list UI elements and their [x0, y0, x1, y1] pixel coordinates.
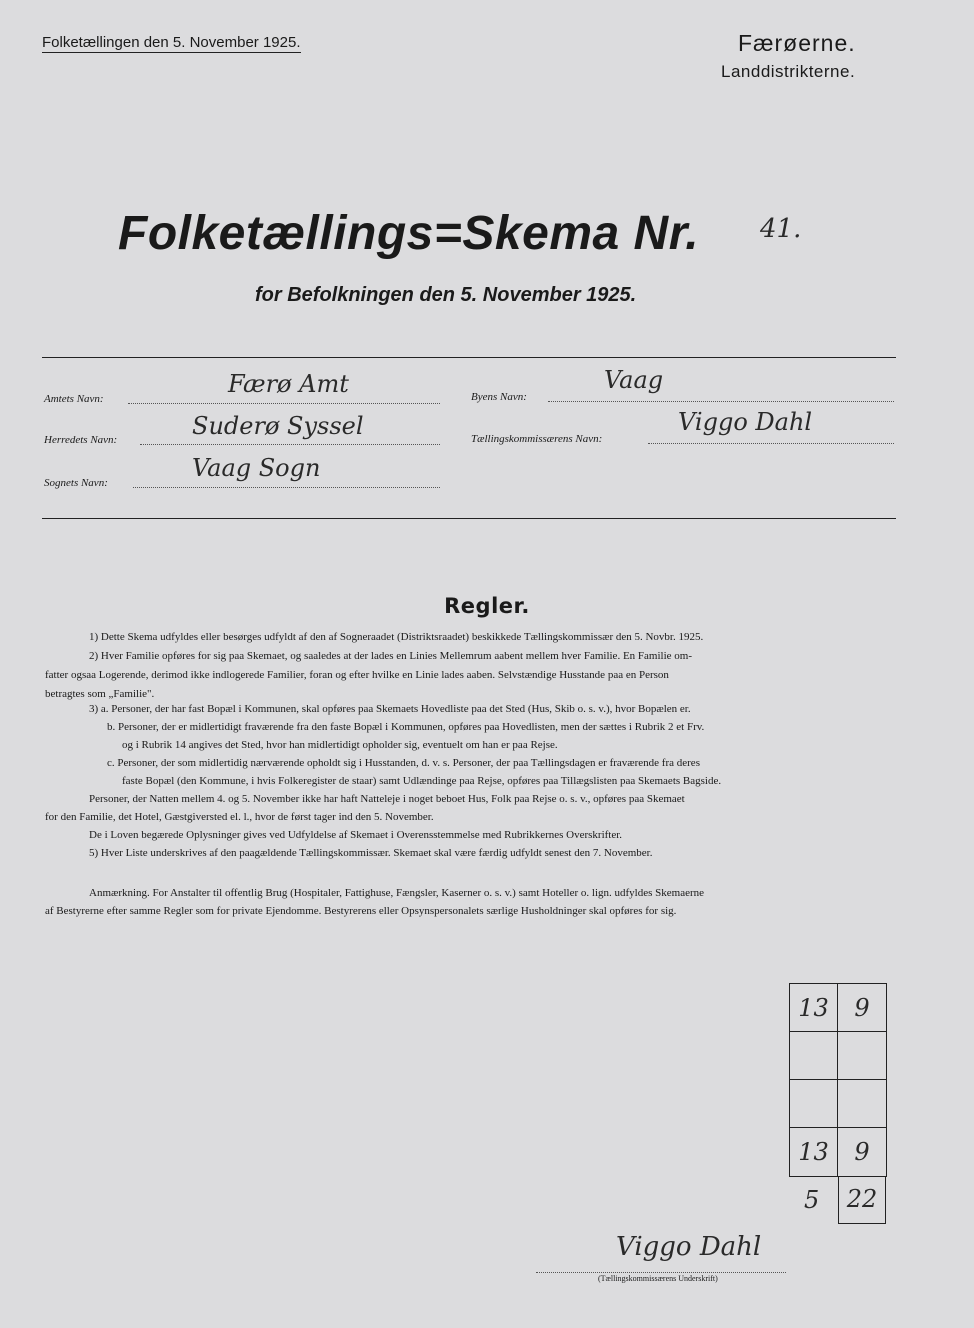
form-number[interactable]: 41.: [760, 214, 802, 244]
herred-label: Herredets Navn:: [44, 434, 118, 446]
rules-heading: Regler.: [444, 594, 530, 618]
tally-cell[interactable]: 13: [790, 1128, 838, 1176]
tally-grid: [789, 983, 887, 1177]
kommissaer-value[interactable]: Viggo Dahl: [678, 408, 813, 436]
census-date-heading: Folketællingen den 5. November 1925.: [42, 34, 301, 51]
amt-value[interactable]: Færø Amt: [228, 370, 349, 398]
tally-cell[interactable]: [838, 1032, 886, 1080]
signature-line: [536, 1272, 786, 1273]
tally-cell[interactable]: [838, 1080, 886, 1128]
signature-label: (Tællingskommissærens Underskrift): [598, 1274, 718, 1283]
fields-top-rule: [42, 357, 896, 358]
rule-line: og i Rubrik 14 angives det Sted, hvor han midlertidigt opholder sig, eventuelt om han er paa Rejse.: [122, 739, 558, 751]
tally-cell[interactable]: [790, 1032, 838, 1080]
signature[interactable]: Viggo Dahl: [616, 1232, 762, 1262]
kommissaer-line: [648, 443, 894, 444]
amt-label: Amtets Navn:: [44, 393, 104, 405]
tally-total-cell[interactable]: 22: [838, 1176, 886, 1224]
form-title: Folketællings=Skema Nr.: [118, 207, 700, 260]
by-line: [548, 401, 894, 402]
rule-line: c. Personer, der som midlertidig nærværende opholdt sig i Husstanden, d. v. s. Personer, der paa Tællingsdagen er fraværende fra deres: [107, 757, 700, 769]
note-line: af Bestyrerne efter samme Regler som for private Ejendomme. Bestyrerens eller Opsynspersonalets særlige Husholdninger skal opføres for sig.: [45, 905, 677, 917]
rule-line: for den Familie, det Hotel, Gæstgiversted el. l., hvor de først tager ind den 5. November.: [45, 811, 434, 823]
amt-line: [128, 403, 440, 404]
tally-cell[interactable]: [790, 1080, 838, 1128]
rule-line: De i Loven begærede Oplysninger gives ved Udfyldelse af Skemaet i Overensstemmelse med Rubrikkernes Overskrifter.: [89, 829, 623, 841]
rule-line: 3) a. Personer, der har fast Bopæl i Kommunen, skal opføres paa Skemaets Hovedliste paa det Sted (Hus, Skib o. s. v.), hvor Bopælen er.: [89, 703, 691, 715]
kommissaer-label: Tællingskommissærens Navn:: [471, 433, 603, 445]
tally-cell[interactable]: 9: [838, 984, 886, 1032]
note-line: Anmærkning. For Anstalter til offentlig Brug (Hospitaler, Fattighuse, Fængsler, Kaserner o. s. v.) samt Hoteller o. lign. udfyldes Skemaerne: [89, 887, 705, 899]
herred-value[interactable]: Suderø Syssel: [192, 412, 364, 440]
tally-extra-left[interactable]: 5: [804, 1186, 820, 1214]
sogn-value[interactable]: Vaag Sogn: [192, 454, 321, 482]
by-value[interactable]: Vaag: [604, 366, 664, 394]
tally-cell[interactable]: 9: [854, 1138, 870, 1166]
rule-line: betragtes som „Familie".: [45, 688, 155, 700]
by-label: Byens Navn:: [471, 391, 527, 403]
rule-line: fatter ogsaa Logerende, derimod ikke indlogerede Familier, foran og efter hvilke en Linie lades aaben. Selvstændige Husstande paa en Person: [45, 669, 669, 681]
rule-line: 5) Hver Liste underskrives af den paagældende Tællingskommissær. Skemaet skal være færdig udfyldt senest den 7. November.: [89, 847, 653, 859]
rule-line: 2) Hver Familie opføres for sig paa Skemaet, og saaledes at der lades en Linies Mellemrum aabent mellem hver Familie. En Familie om-: [89, 650, 692, 662]
form-subtitle: for Befolkningen den 5. November 1925.: [255, 284, 637, 306]
fields-bottom-rule: [42, 518, 896, 519]
sogn-line: [133, 487, 440, 488]
rule-line: Personer, der Natten mellem 4. og 5. November ikke har haft Natteleje i noget beboet Hus, Folk paa Rejse o. s. v., opføres paa Skemaet: [89, 793, 685, 805]
rule-line: 1) Dette Skema udfyldes eller besørges udfyldt af den af Sogneraadet (Distriktsraadet) beskikkede Tællingskommissær den 5. Novbr. 1925.: [89, 631, 704, 643]
tally-cell[interactable]: 13: [790, 984, 838, 1032]
country-heading: Færøerne.: [738, 30, 856, 56]
sogn-label: Sognets Navn:: [44, 477, 108, 489]
region-heading: Landdistrikterne.: [721, 62, 856, 81]
rule-line: b. Personer, der er midlertidigt fraværende fra den faste Bopæl i Kommunen, opføres paa Hovedlisten, men der sættes i Rubrik 2 et Frv.: [107, 721, 705, 733]
herred-line: [140, 444, 440, 445]
rule-line: faste Bopæl (den Kommune, i hvis Folkeregister de staar) samt Udlændinge paa Rejse, opføres paa Tillægslisten paa Skemaets Bagside.: [122, 775, 722, 787]
